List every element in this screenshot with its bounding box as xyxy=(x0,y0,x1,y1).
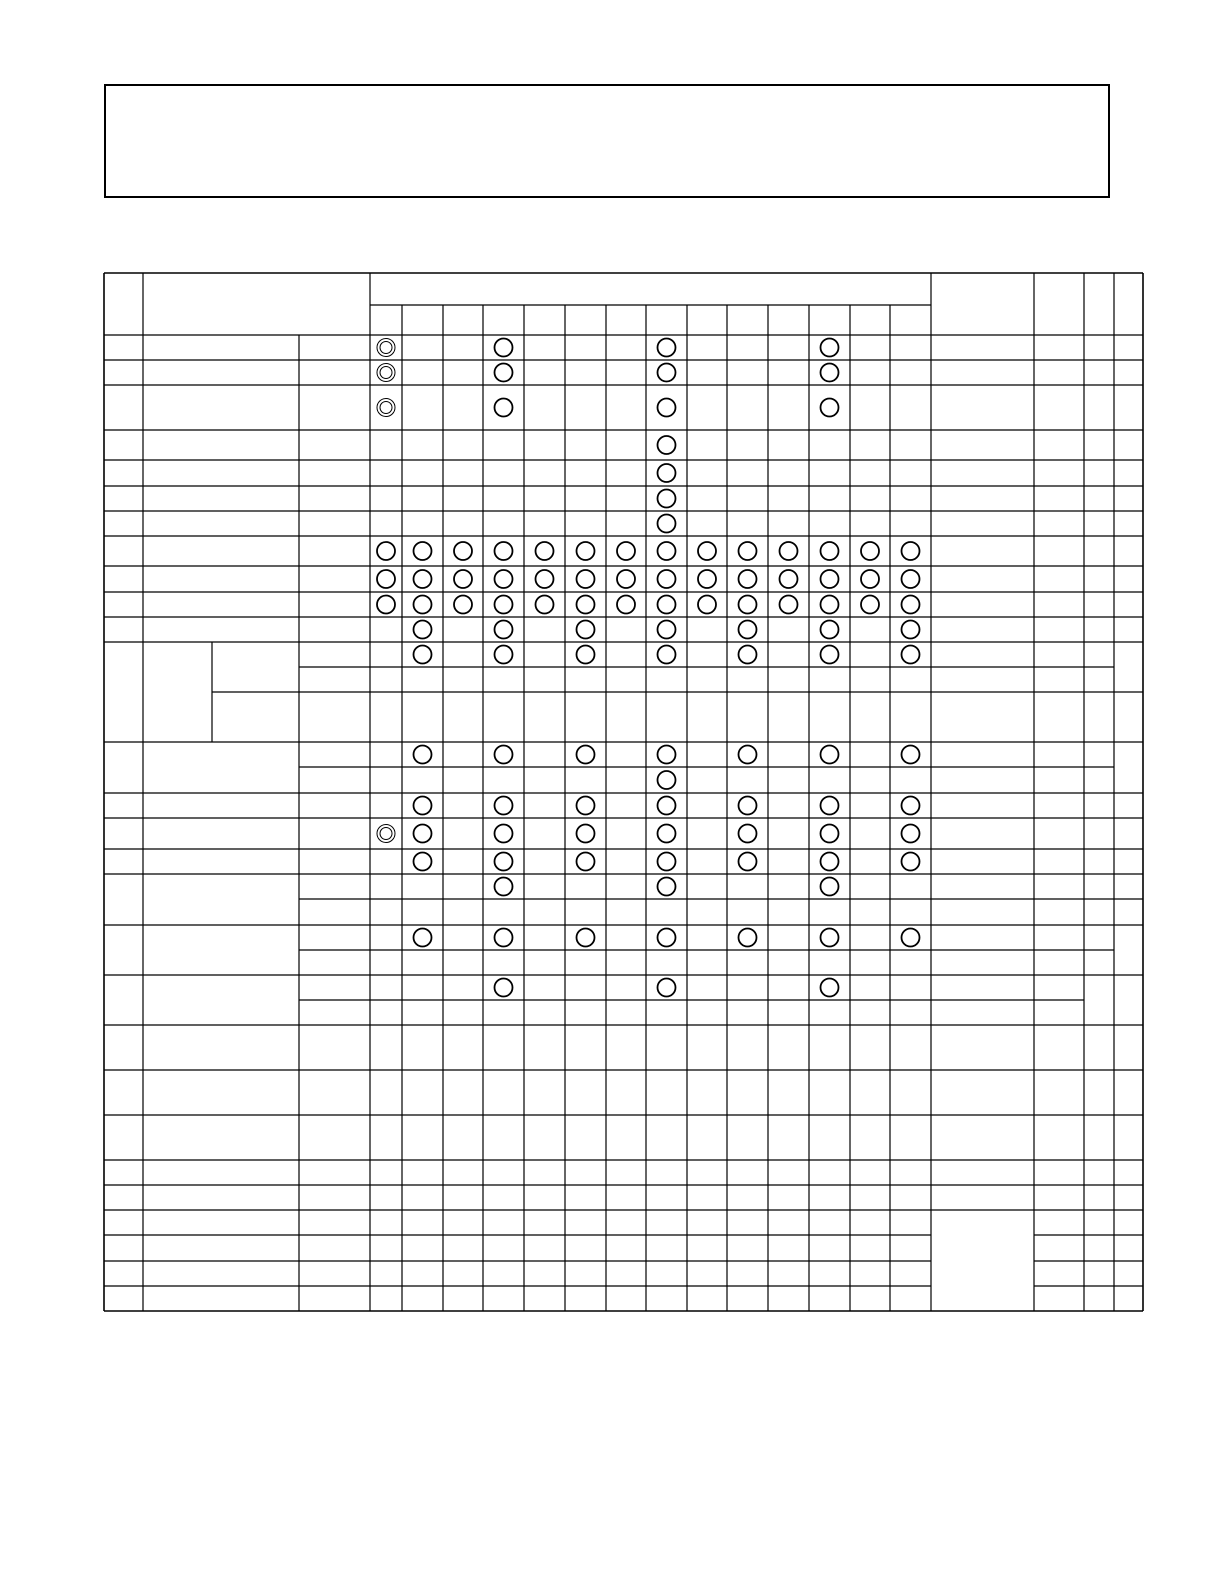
circle-mark-icon xyxy=(821,797,839,815)
circle-mark-icon xyxy=(902,825,920,843)
circle-mark-icon xyxy=(821,979,839,997)
circle-mark-icon xyxy=(658,853,676,871)
circle-mark-icon xyxy=(454,570,472,588)
circle-mark-icon xyxy=(577,542,595,560)
circle-mark-icon xyxy=(577,853,595,871)
double-circle-mark-icon xyxy=(377,339,395,357)
circle-mark-icon xyxy=(454,596,472,614)
circle-mark-icon xyxy=(617,570,635,588)
double-circle-mark-icon xyxy=(377,399,395,417)
circle-mark-icon xyxy=(577,596,595,614)
circle-mark-icon xyxy=(861,542,879,560)
circle-mark-icon xyxy=(821,878,839,896)
circle-mark-icon xyxy=(658,979,676,997)
circle-mark-icon xyxy=(658,364,676,382)
circle-mark-icon xyxy=(414,621,432,639)
circle-mark-icon xyxy=(495,596,513,614)
circle-mark-icon xyxy=(821,646,839,664)
circle-mark-icon xyxy=(902,853,920,871)
circle-mark-icon xyxy=(658,542,676,560)
circle-mark-icon xyxy=(902,929,920,947)
circle-mark-icon xyxy=(414,542,432,560)
circle-mark-icon xyxy=(658,797,676,815)
circle-mark-icon xyxy=(739,746,757,764)
circle-mark-icon xyxy=(698,596,716,614)
circle-mark-icon xyxy=(821,399,839,417)
circle-mark-icon xyxy=(658,746,676,764)
circle-mark-icon xyxy=(617,542,635,560)
circle-mark-icon xyxy=(902,596,920,614)
circle-mark-icon xyxy=(377,570,395,588)
circle-mark-icon xyxy=(495,339,513,357)
circle-mark-icon xyxy=(658,596,676,614)
circle-mark-icon xyxy=(495,746,513,764)
circle-mark-icon xyxy=(577,929,595,947)
circle-mark-icon xyxy=(658,570,676,588)
table-grid-lines xyxy=(104,273,1143,1311)
circle-mark-icon xyxy=(739,621,757,639)
circle-mark-icon xyxy=(495,542,513,560)
circle-mark-icon xyxy=(902,542,920,560)
circle-mark-icon xyxy=(495,570,513,588)
circle-mark-icon xyxy=(739,797,757,815)
circle-mark-icon xyxy=(658,878,676,896)
circle-mark-icon xyxy=(658,621,676,639)
circle-mark-icon xyxy=(902,570,920,588)
circle-mark-icon xyxy=(577,797,595,815)
circle-mark-icon xyxy=(617,596,635,614)
circle-mark-icon xyxy=(739,853,757,871)
circle-mark-icon xyxy=(658,339,676,357)
circle-mark-icon xyxy=(377,596,395,614)
circle-mark-icon xyxy=(902,621,920,639)
circle-mark-icon xyxy=(536,596,554,614)
circle-mark-icon xyxy=(821,364,839,382)
circle-mark-icon xyxy=(821,542,839,560)
circle-mark-icon xyxy=(495,825,513,843)
circle-mark-icon xyxy=(536,570,554,588)
circle-mark-icon xyxy=(414,825,432,843)
circle-mark-icon xyxy=(821,929,839,947)
circle-mark-icon xyxy=(414,929,432,947)
circle-mark-icon xyxy=(902,746,920,764)
circle-mark-icon xyxy=(495,797,513,815)
circle-mark-icon xyxy=(658,929,676,947)
circle-mark-icon xyxy=(861,570,879,588)
circle-mark-icon xyxy=(902,646,920,664)
circle-mark-icon xyxy=(414,797,432,815)
circle-mark-icon xyxy=(739,646,757,664)
circle-mark-icon xyxy=(495,979,513,997)
circle-mark-icon xyxy=(821,596,839,614)
circle-mark-icon xyxy=(454,542,472,560)
circle-mark-icon xyxy=(821,746,839,764)
circle-mark-icon xyxy=(495,929,513,947)
circle-mark-icon xyxy=(821,339,839,357)
circle-mark-icon xyxy=(495,399,513,417)
circle-mark-icon xyxy=(658,646,676,664)
circle-mark-icon xyxy=(414,746,432,764)
circle-mark-icon xyxy=(414,853,432,871)
double-circle-mark-icon xyxy=(377,364,395,382)
circle-mark-icon xyxy=(577,621,595,639)
circle-mark-icon xyxy=(495,646,513,664)
circle-mark-icon xyxy=(861,596,879,614)
circle-mark-icon xyxy=(821,570,839,588)
circle-mark-icon xyxy=(658,515,676,533)
circle-mark-icon xyxy=(658,399,676,417)
circle-mark-icon xyxy=(414,646,432,664)
circle-mark-icon xyxy=(495,853,513,871)
circle-mark-icon xyxy=(780,570,798,588)
circle-mark-icon xyxy=(414,596,432,614)
circle-mark-icon xyxy=(414,570,432,588)
circle-mark-icon xyxy=(698,570,716,588)
circle-mark-icon xyxy=(780,542,798,560)
circle-mark-icon xyxy=(698,542,716,560)
circle-mark-icon xyxy=(739,825,757,843)
double-circle-mark-icon xyxy=(377,825,395,843)
circle-mark-icon xyxy=(577,570,595,588)
circle-mark-icon xyxy=(658,436,676,454)
circle-mark-icon xyxy=(821,621,839,639)
circle-mark-icon xyxy=(495,878,513,896)
circle-mark-icon xyxy=(658,490,676,508)
circle-mark-icon xyxy=(739,570,757,588)
circle-mark-icon xyxy=(495,621,513,639)
circle-mark-icon xyxy=(377,542,395,560)
circle-mark-icon xyxy=(821,825,839,843)
circle-mark-icon xyxy=(739,542,757,560)
circle-mark-icon xyxy=(739,596,757,614)
circle-mark-icon xyxy=(658,825,676,843)
circle-mark-icon xyxy=(536,542,554,560)
circle-mark-icon xyxy=(780,596,798,614)
circle-mark-icon xyxy=(658,771,676,789)
circle-mark-icon xyxy=(902,797,920,815)
circle-mark-icon xyxy=(739,929,757,947)
circle-mark-icon xyxy=(658,464,676,482)
circle-mark-icon xyxy=(577,746,595,764)
circle-mark-icon xyxy=(495,364,513,382)
circle-mark-icon xyxy=(577,646,595,664)
circle-mark-icon xyxy=(821,853,839,871)
circle-mark-icon xyxy=(577,825,595,843)
